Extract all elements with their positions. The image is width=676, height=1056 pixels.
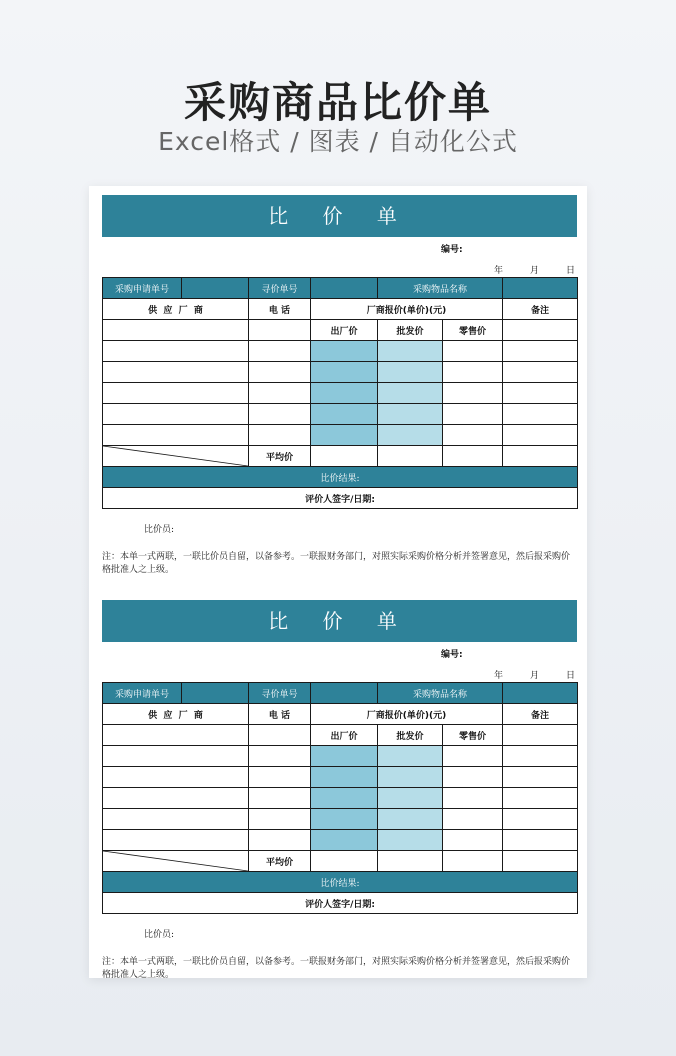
supplier-label: 供 应 厂 商 xyxy=(103,704,249,725)
quote-label: 厂商报价(单价)(元) xyxy=(311,704,503,725)
comparer-label: 比价员: xyxy=(144,930,175,940)
comparison-table xyxy=(102,682,578,914)
supplier-cell[interactable] xyxy=(103,320,249,341)
phone-label: 电 话 xyxy=(249,704,311,725)
comparison-form-1 xyxy=(102,195,577,577)
form-banner: 比 价 单 xyxy=(102,600,577,642)
inquiry-no-value[interactable] xyxy=(311,683,378,704)
retail-price-label: 零售价 xyxy=(443,725,503,746)
main-title: 采购商品比价单 xyxy=(183,78,492,127)
phone-label: 电 话 xyxy=(249,299,311,320)
phone-cell[interactable] xyxy=(249,725,311,746)
table-row xyxy=(103,404,578,425)
subtitle: Excel格式 / 图表 / 自动化公式 xyxy=(158,127,518,156)
req-no-value[interactable] xyxy=(182,683,249,704)
year-label: 年 xyxy=(494,266,504,276)
retail-price-label: 零售价 xyxy=(443,320,503,341)
table-row xyxy=(103,383,578,404)
form-banner: 比 价 单 xyxy=(102,195,577,237)
table-row xyxy=(103,362,578,383)
paper-sheet xyxy=(89,186,587,978)
table-row xyxy=(103,830,578,851)
result-label: 比价结果: xyxy=(103,872,578,893)
comparer-label: 比价员: xyxy=(144,525,175,535)
req-no-label: 采购申请单号 xyxy=(103,278,182,299)
note-text: 注：本单一式两联，一联比价员自留，以备参考。一联报财务部门，对照实际采购价格分析并签署意见，然后报采购价格批准人之上级。 xyxy=(102,552,571,575)
req-no-label: 采购申请单号 xyxy=(103,683,182,704)
diagonal-cell xyxy=(103,851,249,872)
remark-label: 备注 xyxy=(503,704,578,725)
remark-cell[interactable] xyxy=(503,320,578,341)
table-row xyxy=(103,767,578,788)
month-label: 月 xyxy=(530,671,540,681)
signature-label: 评价人签字/日期: xyxy=(103,893,578,914)
comparison-form-2 xyxy=(102,600,577,982)
remark-label: 备注 xyxy=(503,299,578,320)
item-name-label: 采购物品名称 xyxy=(378,683,503,704)
day-label: 日 xyxy=(566,671,576,681)
table-row xyxy=(103,425,578,446)
item-name-label: 采购物品名称 xyxy=(378,278,503,299)
item-name-value[interactable] xyxy=(503,278,578,299)
table-row xyxy=(103,788,578,809)
day-label: 日 xyxy=(566,266,576,276)
signature-label: 评价人签字/日期: xyxy=(103,488,578,509)
inquiry-no-value[interactable] xyxy=(311,278,378,299)
factory-price-label: 出厂价 xyxy=(311,320,378,341)
phone-cell[interactable] xyxy=(249,320,311,341)
number-label: 编号: xyxy=(441,650,463,660)
inquiry-no-label: 寻价单号 xyxy=(249,683,311,704)
supplier-cell[interactable] xyxy=(103,725,249,746)
remark-cell[interactable] xyxy=(503,725,578,746)
result-label: 比价结果: xyxy=(103,467,578,488)
diagonal-cell xyxy=(103,446,249,467)
average-price-label: 平均价 xyxy=(249,851,311,872)
req-no-value[interactable] xyxy=(182,278,249,299)
month-label: 月 xyxy=(530,266,540,276)
note-text: 注：本单一式两联，一联比价员自留，以备参考。一联报财务部门，对照实际采购价格分析并签署意见，然后报采购价格批准人之上级。 xyxy=(102,957,571,980)
average-price-label: 平均价 xyxy=(249,446,311,467)
wholesale-price-label: 批发价 xyxy=(378,320,443,341)
table-row xyxy=(103,809,578,830)
quote-label: 厂商报价(单价)(元) xyxy=(311,299,503,320)
table-row xyxy=(103,746,578,767)
item-name-value[interactable] xyxy=(503,683,578,704)
supplier-label: 供 应 厂 商 xyxy=(103,299,249,320)
comparison-table xyxy=(102,277,578,509)
number-label: 编号: xyxy=(441,245,463,255)
year-label: 年 xyxy=(494,671,504,681)
table-row xyxy=(103,341,578,362)
wholesale-price-label: 批发价 xyxy=(378,725,443,746)
inquiry-no-label: 寻价单号 xyxy=(249,278,311,299)
factory-price-label: 出厂价 xyxy=(311,725,378,746)
